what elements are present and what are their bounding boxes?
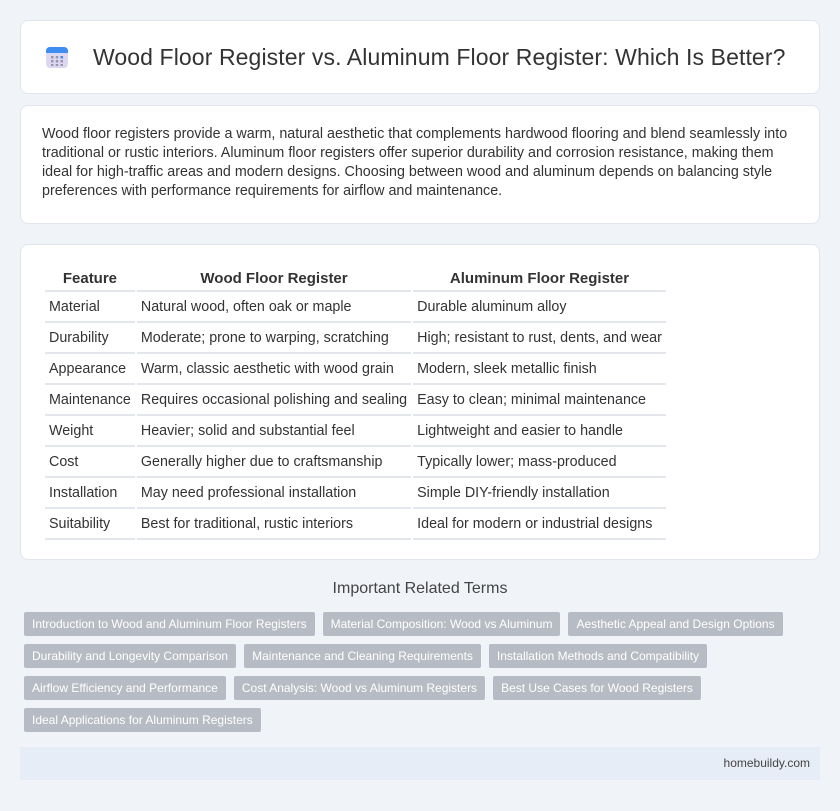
comparison-table-card	[20, 244, 820, 560]
table-header-row	[45, 265, 666, 292]
related-term-tag[interactable]: Airflow Efficiency and Performance	[24, 676, 226, 700]
table-cell: May need professional installation	[137, 478, 411, 509]
table-cell: Durability	[45, 323, 135, 354]
header-card	[20, 20, 820, 94]
table-cell: Requires occasional polishing and sealing	[137, 385, 411, 416]
table-cell: Maintenance	[45, 385, 135, 416]
table-cell: Typically lower; mass-produced	[413, 447, 666, 478]
related-term-tag[interactable]: Cost Analysis: Wood vs Aluminum Registers	[234, 676, 485, 700]
related-terms-title: Important Related Terms	[332, 580, 508, 597]
table-cell: Ideal for modern or industrial designs	[413, 509, 666, 540]
related-term-tag[interactable]: Installation Methods and Compatibility	[489, 644, 707, 668]
table-cell: Simple DIY-friendly installation	[413, 478, 666, 509]
related-term-tag[interactable]: Durability and Longevity Comparison	[24, 644, 236, 668]
table-row	[45, 385, 666, 416]
table-cell: Moderate; prone to warping, scratching	[137, 323, 411, 354]
table-row	[45, 354, 666, 385]
table-cell: Durable aluminum alloy	[413, 292, 666, 323]
table-cell: Weight	[45, 416, 135, 447]
table-cell: Generally higher due to craftsmanship	[137, 447, 411, 478]
calendar-icon	[45, 45, 69, 69]
related-term-tag[interactable]: Aesthetic Appeal and Design Options	[568, 612, 782, 636]
table-row	[45, 416, 666, 447]
related-term-tag[interactable]: Material Composition: Wood vs Aluminum	[323, 612, 561, 636]
table-row	[45, 478, 666, 509]
table-cell: Material	[45, 292, 135, 323]
related-term-tag[interactable]: Introduction to Wood and Aluminum Floor Registers	[24, 612, 315, 636]
related-term-tag[interactable]: Maintenance and Cleaning Requirements	[244, 644, 481, 668]
table-cell: Modern, sleek metallic finish	[413, 354, 666, 385]
footer-site-link[interactable]: homebuildy.com	[723, 756, 810, 770]
table-cell: Installation	[45, 478, 135, 509]
column-header: Wood Floor Register	[137, 265, 411, 292]
column-header: Feature	[45, 265, 135, 292]
table-cell: Suitability	[45, 509, 135, 540]
table-cell: Cost	[45, 447, 135, 478]
table-cell: High; resistant to rust, dents, and wear	[413, 323, 666, 354]
page-title: Wood Floor Register vs. Aluminum Floor Register: Which Is Better?	[93, 43, 786, 70]
table-cell: Warm, classic aesthetic with wood grain	[137, 354, 411, 385]
table-row	[45, 323, 666, 354]
table-row	[45, 509, 666, 540]
comparison-table	[43, 265, 668, 540]
table-row	[45, 292, 666, 323]
intro-card	[20, 105, 820, 224]
table-cell: Lightweight and easier to handle	[413, 416, 666, 447]
table-cell: Heavier; solid and substantial feel	[137, 416, 411, 447]
table-cell: Easy to clean; minimal maintenance	[413, 385, 666, 416]
related-term-tag[interactable]: Best Use Cases for Wood Registers	[493, 676, 701, 700]
related-term-tag[interactable]: Ideal Applications for Aluminum Registers	[24, 708, 261, 732]
intro-text: Wood floor registers provide a warm, natural aesthetic that complements hardwood flooring and blend seamlessly into traditional or rustic interiors. Aluminum floor registers offer superior durability and corrosion resistance, making them ideal for high-traffic areas and modern designs. Choosing between wood and aluminum depends on balancing style preferences with performance requirements for airflow and maintenance.	[42, 126, 788, 199]
table-cell: Best for traditional, rustic interiors	[137, 509, 411, 540]
table-cell: Natural wood, often oak or maple	[137, 292, 411, 323]
table-cell: Appearance	[45, 354, 135, 385]
footer	[20, 747, 820, 780]
table-row	[45, 447, 666, 478]
related-terms-tags	[24, 612, 810, 732]
column-header: Aluminum Floor Register	[413, 265, 666, 292]
